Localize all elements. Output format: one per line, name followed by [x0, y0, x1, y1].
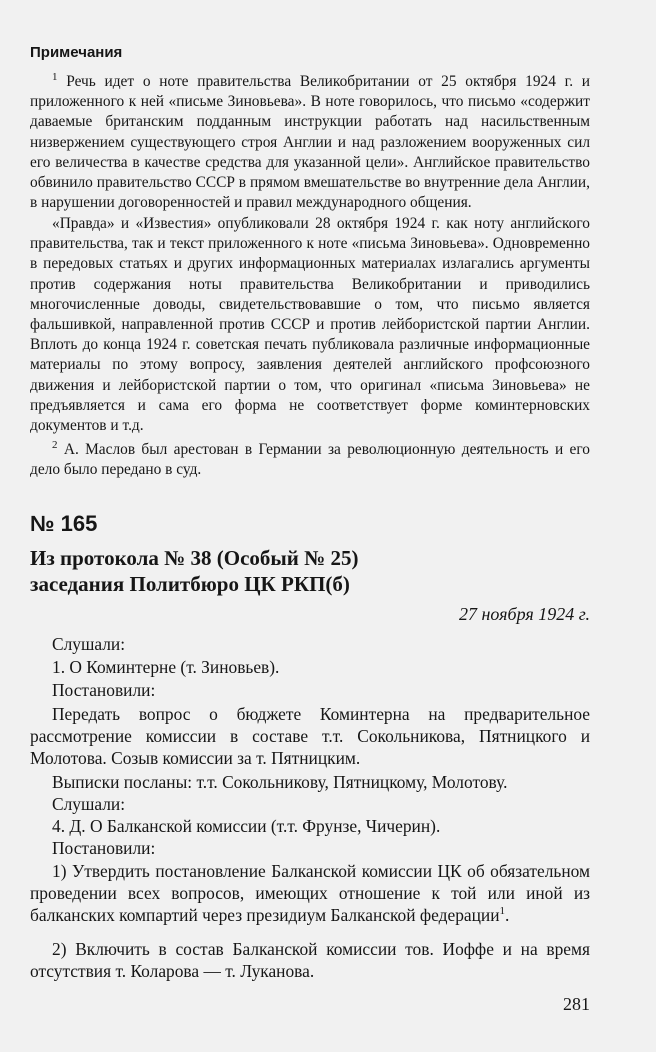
note-2: [30, 440, 590, 480]
note-2-text: А. Маслов был арестован в Германии за революционную деятельность и его дело было передано в суд.: [30, 441, 590, 479]
document-title-line-1: Из протокола № 38 (Особый № 25): [30, 546, 359, 570]
heard-label-2: Слушали:: [52, 794, 126, 814]
heard-label-1: Слушали:: [52, 634, 126, 654]
document-number: № 165: [30, 511, 98, 536]
note-1-continuation: «Правда» и «Известия» опубликовали 28 октября 1924 г. как ноту английского правительства, так и текст приложенного к ноте «письма Зиновьева». Одновременно в передовых статьях и других информационных материалах излагались аргументы против содержания ноты правительства Великобритании и приводились многочисленные доводы, свидетельствовавшие о том, что письмо является фальшивкой, направленной против СССР и против лейбористской партии Англии. Вплоть до конца 1924 г. советская печать публиковала различные информационные материалы по этому вопросу, заявления деятелей английского профсоюзного движения и лейбористской партии о том, что оригинал «письма Зиновьева» не предъявляется и сама его форма не соответствует форме коминтерновских документов и т.д.: [30, 215, 590, 435]
page-number: 281: [563, 994, 590, 1014]
resolved-label-1: Постановили:: [52, 680, 156, 700]
document-date: 27 ноября 1924 г.: [458, 604, 590, 624]
document-title-line-2: заседания Политбюро ЦК РКП(б): [30, 572, 350, 596]
document-title: [30, 545, 600, 597]
note-1: [30, 72, 590, 213]
resolution-2-point-2: 2) Включить в состав Балканской комиссии тов. Иоффе и на время отсутствия т. Коларова — т. Луканова.: [30, 939, 590, 981]
resolution-2-point-1-end: .: [505, 905, 510, 925]
note-1-text: Речь идет о ноте правительства Великобритании от 25 октября 1924 г. и приложенного к ней «письме Зиновьева». В ноте говорилось, что письмо «содержит даваемые британским подданным инструкции работать над насильственным низвержением существующего строя Англии и над разложением вооруженных сил его величества в качестве средства для указанной цели». Английское правительство обвинило правительство СССР в прямом вмешательстве во внутренние дела Англии, в нарушении договоренностей и правил международного общения.: [30, 73, 590, 212]
resolved-label-2: Постановили:: [52, 838, 156, 858]
resolution-1: Передать вопрос о бюджете Коминтерна на предварительное рассмотрение комиссии в составе т.т. Сокольникова, Пятницкого и Молотова. Созыв комиссии за т. Пятницким.: [30, 704, 590, 768]
notes-heading: Примечания: [30, 44, 123, 61]
agenda-item-1: 1. О Коминтерне (т. Зиновьев).: [52, 657, 280, 677]
note-2-marker: 2: [52, 438, 58, 451]
resolution-2-point-1-text: 1) Утвердить постановление Балканской комиссии ЦК об обязательном проведении всех вопросов, имеющих отношение к той или иной из балканских компартий через президиум Балканской федерации: [30, 861, 590, 925]
agenda-item-2: 4. Д. О Балканской комиссии (т.т. Фрунзе, Чичерин).: [52, 816, 441, 836]
extracts-sent-1: Выписки посланы: т.т. Сокольникову, Пятницкому, Молотову.: [52, 772, 508, 792]
note-1-marker: 1: [52, 70, 58, 83]
resolution-2-point-1: [30, 860, 590, 926]
footnote-marker-1: 1: [499, 905, 506, 918]
